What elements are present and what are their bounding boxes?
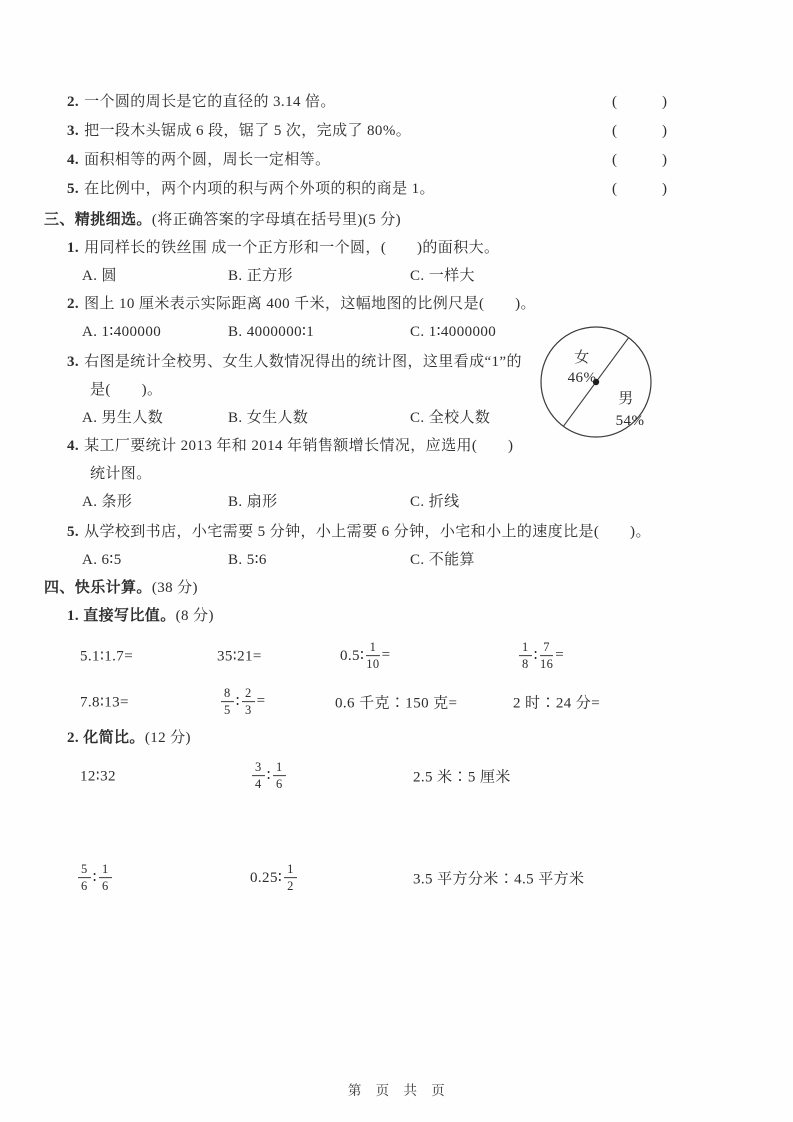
section4-score: (38 分)	[151, 580, 198, 596]
question-text: 从学校到书店，小宅需要 5 分钟，小上需要 6 分钟，小宅和小上的速度比是( )。	[84, 524, 651, 540]
option-b: B. 女生人数	[228, 410, 309, 426]
item-number: 3.	[67, 123, 80, 139]
subsection-1-score: (8 分)	[175, 608, 214, 624]
gender-pie-chart	[538, 316, 670, 448]
option-a: A. 条形	[82, 494, 133, 510]
options-row	[82, 488, 753, 516]
pie-chart-svg	[538, 316, 670, 448]
fraction: $\frac{7}{16}$	[539, 640, 554, 672]
fraction: $\frac{3}{4}$	[252, 760, 265, 792]
question-number: 1.	[67, 240, 80, 256]
question-3-continuation: 是( )。	[90, 382, 163, 398]
option-b: B. 扇形	[228, 494, 278, 510]
answer-bracket: ( )	[612, 152, 667, 168]
question-number: 4.	[67, 438, 80, 454]
subsection-2-label: 2. 化简比。	[67, 730, 145, 746]
options-row	[82, 262, 753, 290]
fraction: $\frac{8}{5}$	[221, 686, 234, 718]
item-number: 2.	[67, 94, 80, 110]
question-text: 用同样长的铁丝围 成一个正方形和一个圆，( )的面积大。	[84, 240, 500, 256]
answer-bracket: ( )	[612, 123, 667, 139]
expression: 7.8∶13=	[80, 694, 129, 711]
options-row	[82, 546, 753, 574]
question-number: 3.	[67, 354, 80, 370]
true-false-item	[67, 117, 753, 146]
question-text: 右图是统计全校男、女生人数情况得出的统计图，这里看成“1”的	[84, 354, 522, 370]
expression: 5.1∶1.7=	[80, 648, 134, 665]
fraction: $\frac{5}{6}$	[78, 862, 91, 894]
calc-row-1	[44, 634, 753, 678]
question-text: 某工厂要统计 2013 年和 2014 年销售额增长情况，应选用( )	[84, 438, 514, 454]
item-text: 面积相等的两个圆，周长一定相等。	[84, 152, 331, 168]
option-c: C. 不能算	[410, 552, 475, 568]
option-c: C. 全校人数	[410, 410, 491, 426]
expression: 35∶21=	[217, 648, 262, 665]
option-a: A. 圆	[82, 268, 117, 284]
question-number: 5.	[67, 524, 80, 540]
section4-title	[44, 574, 753, 602]
fraction: $\frac{1}{6}$	[99, 862, 112, 894]
expression: $\frac{1}{8}$ ∶ $\frac{7}{16}$ =	[517, 640, 564, 672]
true-false-item	[67, 175, 753, 204]
expression: 0.6 千克∶150 克=	[335, 695, 458, 712]
fraction: $\frac{1}{6}$	[273, 760, 286, 792]
section3-title-text: 三、精挑细选。	[44, 212, 152, 228]
answer-bracket: ( )	[612, 94, 667, 110]
pie-value-female: 46%	[567, 370, 597, 386]
subsection-2-score: (12 分)	[144, 730, 191, 746]
expression: 2 时∶24 分=	[513, 695, 601, 712]
item-text: 把一段木头锯成 6 段，锯了 5 次，完成了 80%。	[84, 123, 412, 139]
fraction: $\frac{1}{8}$	[519, 640, 532, 672]
option-b: B. 4000000∶1	[228, 324, 315, 340]
expression: $\frac{5}{6}$ ∶ $\frac{1}{6}$	[76, 862, 114, 894]
subsection-1-title	[67, 602, 753, 630]
question-4-continuation: 统计图。	[90, 466, 152, 482]
simplify-row-2	[44, 856, 753, 900]
question-1	[67, 234, 753, 262]
subsection-2-title	[67, 724, 753, 752]
fraction: $\frac{2}{3}$	[242, 686, 255, 718]
expression: 0.25∶ $\frac{1}{2}$	[250, 862, 299, 894]
calc-row-2	[44, 680, 753, 724]
page-footer: 第 页 共 页	[347, 1083, 446, 1098]
true-false-item	[67, 146, 753, 175]
expression: 3.5 平方分米∶4.5 平方米	[413, 871, 585, 888]
question-text: 图上 10 厘米表示实际距离 400 千米，这幅地图的比例尺是( )。	[84, 296, 536, 312]
pie-label-female: 女	[574, 350, 590, 366]
expression: 12∶32	[80, 768, 116, 785]
fraction: $\frac{1}{2}$	[284, 862, 297, 894]
expression: $\frac{8}{5}$ ∶ $\frac{2}{3}$ =	[219, 686, 266, 718]
true-false-item	[67, 88, 753, 117]
option-b: B. 5∶6	[228, 552, 267, 568]
question-2	[67, 290, 753, 318]
option-a: A. 1∶400000	[82, 324, 162, 340]
option-c: C. 折线	[410, 494, 460, 510]
section3-subtitle: (将正确答案的字母填在括号里)(5 分)	[151, 212, 402, 228]
pie-label-male: 男	[618, 391, 634, 407]
option-b: B. 正方形	[228, 268, 293, 284]
expression: $\frac{3}{4}$ ∶ $\frac{1}{6}$	[250, 760, 288, 792]
answer-bracket: ( )	[612, 181, 667, 197]
item-number: 4.	[67, 152, 80, 168]
item-number: 5.	[67, 181, 80, 197]
simplify-row-1	[44, 754, 753, 798]
item-text: 一个圆的周长是它的直径的 3.14 倍。	[84, 94, 336, 110]
expression: 2.5 米∶5 厘米	[413, 769, 511, 786]
section4-title-text: 四、快乐计算。	[44, 580, 152, 596]
pie-value-male: 54%	[615, 413, 645, 429]
subsection-1-label: 1. 直接写比值。	[67, 608, 176, 624]
question-5	[67, 518, 753, 546]
section3-title	[44, 206, 753, 234]
option-c: C. 1∶4000000	[410, 324, 497, 340]
option-a: A. 男生人数	[82, 410, 164, 426]
fraction: $\frac{1}{10}$	[366, 640, 380, 672]
expression: 0.5∶ $\frac{1}{10}$ =	[340, 640, 391, 672]
option-a: A. 6∶5	[82, 552, 122, 568]
question-number: 2.	[67, 296, 80, 312]
item-text: 在比例中，两个内项的积与两个外项的积的商是 1。	[84, 181, 435, 197]
option-c: C. 一样大	[410, 268, 475, 284]
